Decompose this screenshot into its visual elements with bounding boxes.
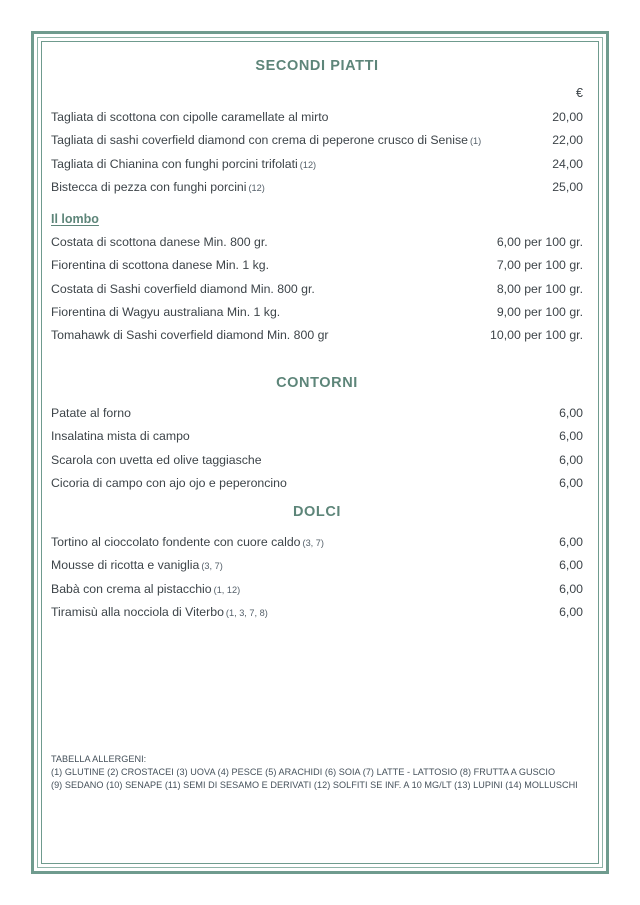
menu-item-name: Costata di scottona danese Min. 800 gr. bbox=[51, 234, 268, 249]
menu-item bbox=[51, 448, 583, 471]
section-title-secondi: SECONDI PIATTI bbox=[255, 58, 379, 74]
menu-content bbox=[51, 58, 583, 624]
menu-item bbox=[51, 152, 583, 175]
menu-item bbox=[51, 175, 583, 198]
menu-item-name: Mousse di ricotta e vaniglia (3, 7) bbox=[51, 558, 223, 573]
menu-item bbox=[51, 601, 583, 624]
menu-item-name: Tagliata di Chianina con funghi porcini trifolati (12) bbox=[51, 156, 317, 171]
dolci-item-list bbox=[51, 530, 583, 624]
spacer bbox=[51, 391, 583, 401]
menu-item-name: Bistecca di pezza con funghi porcini (12) bbox=[51, 180, 265, 195]
menu-item-name: Patate al forno bbox=[51, 405, 131, 420]
menu-item-price: 10,00 per 100 gr. bbox=[490, 328, 583, 343]
currency-symbol: € bbox=[576, 86, 583, 100]
menu-item-price: 22,00 bbox=[552, 133, 583, 148]
menu-item-name: Tortino al cioccolato fondente con cuore caldo (3, 7) bbox=[51, 534, 324, 549]
allergen-ref: (3, 7) bbox=[302, 537, 324, 548]
menu-item-price: 7,00 per 100 gr. bbox=[496, 258, 583, 273]
menu-item bbox=[51, 472, 583, 495]
menu-item bbox=[51, 277, 583, 300]
spacer bbox=[51, 520, 583, 530]
allergen-ref: (1) bbox=[469, 136, 482, 147]
menu-item-name: Fiorentina di scottona danese Min. 1 kg. bbox=[51, 258, 270, 273]
menu-item-name: Costata di Sashi coverfield diamond Min. 800 gr. bbox=[51, 281, 315, 296]
section-title-contorni: CONTORNI bbox=[276, 375, 358, 392]
menu-item-price: 6,00 bbox=[559, 476, 583, 491]
menu-item-name: Fiorentina di Wagyu australiana Min. 1 kg. bbox=[51, 304, 281, 319]
menu-item-name: Scarola con uvetta ed olive taggiasche bbox=[51, 452, 262, 467]
menu-item-price: 6,00 bbox=[559, 605, 583, 620]
menu-item bbox=[51, 253, 583, 276]
allergen-table bbox=[51, 753, 591, 792]
menu-item-price: 6,00 per 100 gr. bbox=[496, 234, 583, 249]
menu-item-price: 25,00 bbox=[552, 180, 583, 195]
menu-item-name: Insalatina mista di campo bbox=[51, 429, 190, 444]
menu-item-name: Tagliata di scottona con cipolle caramellate al mirto bbox=[51, 109, 329, 124]
menu-item bbox=[51, 554, 583, 577]
allergen-ref: (3, 7) bbox=[201, 561, 223, 572]
allergen-table-line-2: (9) SEDANO (10) SENAPE (11) SEMI DI SESAMO E DERIVATI (12) SOLFITI SE INF. A 10 MG/LT (13) LUPINI (14) MOLLUSCHI bbox=[51, 779, 578, 790]
menu-item-price: 24,00 bbox=[552, 156, 583, 171]
il-lombo-item-list bbox=[51, 230, 583, 347]
allergen-ref: (12) bbox=[299, 159, 317, 170]
menu-item bbox=[51, 230, 583, 253]
menu-item-price: 20,00 bbox=[552, 109, 583, 124]
spacer bbox=[51, 199, 583, 209]
menu-item bbox=[51, 105, 583, 128]
menu-item bbox=[51, 530, 583, 553]
spacer bbox=[51, 495, 583, 504]
menu-item-price: 6,00 bbox=[559, 452, 583, 467]
menu-item-name: Babà con crema al pistacchio (1, 12) bbox=[51, 581, 241, 596]
menu-item-price: 6,00 bbox=[559, 405, 583, 420]
menu-item-price: 6,00 bbox=[559, 558, 583, 573]
menu-item-price: 8,00 per 100 gr. bbox=[496, 281, 583, 296]
allergen-table-line-1: (1) GLUTINE (2) CROSTACEI (3) UOVA (4) PESCE (5) ARACHIDI (6) SOIA (7) LATTE - LATTOSIO (8) FRUTTA A GUSCIO bbox=[51, 766, 556, 777]
spacer bbox=[51, 347, 583, 375]
allergen-ref: (1, 12) bbox=[213, 584, 241, 595]
menu-item-price: 6,00 bbox=[559, 534, 583, 549]
menu-item-name: Tomahawk di Sashi coverfield diamond Min. 800 gr bbox=[51, 328, 329, 343]
menu-item-name: Tiramisù alla nocciola di Viterbo (1, 3, 7, 8) bbox=[51, 605, 268, 620]
menu-item bbox=[51, 128, 583, 151]
menu-item-price: 6,00 bbox=[559, 581, 583, 596]
menu-item bbox=[51, 401, 583, 424]
menu-item-price: 6,00 bbox=[559, 429, 583, 444]
section-title-dolci: DOLCI bbox=[292, 504, 342, 521]
menu-item bbox=[51, 300, 583, 323]
allergen-ref: (12) bbox=[248, 183, 265, 194]
allergen-table-heading: TABELLA ALLERGENI: bbox=[51, 754, 147, 764]
menu-item bbox=[51, 324, 583, 347]
menu-item-name: Tagliata di sashi coverfield diamond con crema di peperone crusco di Senise (1) bbox=[51, 133, 482, 148]
menu-item-name: Cicoria di campo con ajo ojo e peperoncino bbox=[51, 476, 287, 491]
menu-item-price: 9,00 per 100 gr. bbox=[496, 304, 583, 319]
menu-item bbox=[51, 577, 583, 600]
subsection-title-il-lombo: Il lombo bbox=[51, 211, 99, 226]
secondi-item-list bbox=[51, 105, 583, 199]
menu-item bbox=[51, 425, 583, 448]
allergen-ref: (1, 3, 7, 8) bbox=[225, 608, 268, 619]
contorni-item-list bbox=[51, 401, 583, 495]
